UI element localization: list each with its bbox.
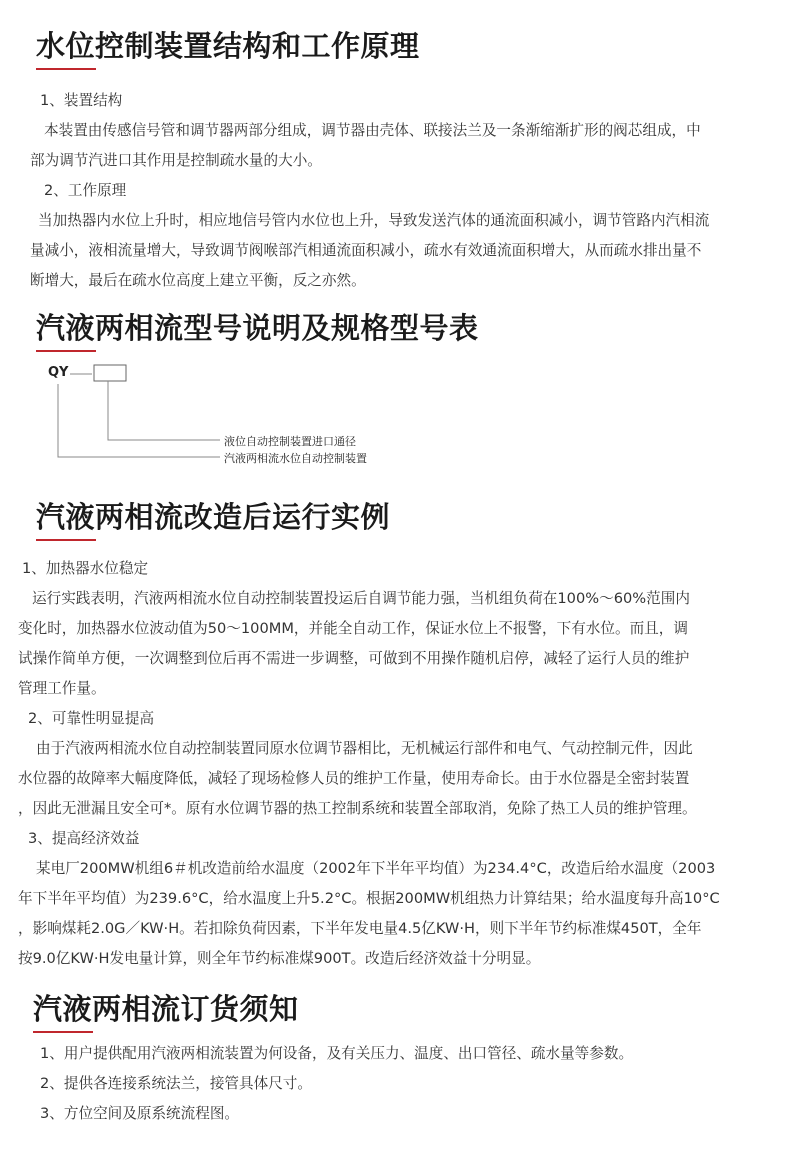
section1-line: 1、装置结构	[40, 92, 123, 109]
size-placeholder-box	[94, 365, 126, 381]
section1-line: 2、工作原理	[44, 182, 127, 199]
section4-underline	[33, 1031, 93, 1033]
section3-line: 1、加热器水位稳定	[22, 560, 149, 577]
legend-size: 液位自动控制装置进口通径	[224, 435, 356, 448]
section3-line: 试操作简单方便，一次调整到位后再不需进一步调整，可做到不用操作随机启停，减轻了运行人员的维护	[18, 650, 690, 667]
model-code-diagram	[30, 360, 430, 474]
model-prefix: QY	[48, 365, 69, 380]
section3-line: ，因此无泄漏且安全可*。原有水位调节器的热工控制系统和装置全部取消，免除了热工人员的维护管理。	[18, 800, 697, 817]
section3-line: 2、可靠性明显提高	[28, 710, 155, 727]
section3-line: 某电厂200MW机组6＃机改造前给水温度（2002年下半年平均值）为234.4°C，改造后给水温度（2003	[36, 860, 716, 877]
section3-line: 按9.0亿KW·H发电量计算，则全年节约标准煤900T。改造后经济效益十分明显。	[18, 950, 541, 967]
section1-line: 本装置由传感信号管和调节器两部分组成，调节器由壳体、联接法兰及一条渐缩渐扩形的阀芯组成，中	[44, 122, 701, 139]
section2-underline	[36, 350, 96, 352]
legend-model: 汽液两相流水位自动控制装置	[224, 452, 367, 465]
section3-line: 由于汽液两相流水位自动控制装置同原水位调节器相比，无机械运行部件和电气、气动控制元件，因此	[36, 740, 693, 757]
section1-line: 部为调节汽进口其作用是控制疏水量的大小。	[30, 152, 322, 169]
section3-line: 变化时，加热器水位波动值为50～100MM，并能全自动工作，保证水位上不报警，下有水位。而且，调	[18, 620, 688, 637]
section3-line: ，影响煤耗2.0G／KW·H。若扣除负荷因素，下半年发电量4.5亿KW·H，则下半年节约标准煤450T，全年	[18, 920, 702, 937]
section4-line: 3、方位空间及原系统流程图。	[40, 1105, 240, 1122]
section3-line: 运行实践表明，汽液两相流水位自动控制装置投运后自调节能力强，当机组负荷在100%～60%范围内	[32, 590, 690, 607]
section4-line: 1、用户提供配用汽液两相流装置为何设备，及有关压力、温度、出口管径、疏水量等参数。	[40, 1045, 634, 1062]
section3-title: 汽液两相流改造后运行实例	[36, 500, 391, 534]
section4-title: 汽液两相流订货须知	[33, 992, 299, 1026]
leader-line-size	[108, 381, 220, 440]
section3-line: 水位器的故障率大幅度降低，减轻了现场检修人员的维护工作量，使用寿命长。由于水位器是全密封装置	[18, 770, 690, 787]
section3-line: 管理工作量。	[18, 680, 106, 697]
section3-line: 3、提高经济效益	[28, 830, 140, 847]
section1-underline	[36, 68, 96, 70]
section1-line: 量减小，液相流量增大，导致调节阀喉部汽相通流面积减小，疏水有效通流面积增大，从而疏水排出量不	[30, 242, 702, 259]
section3-line: 年下半年平均值）为239.6°C，给水温度上升5.2°C。根据200MW机组热力计算结果；给水温度每升高10°C	[18, 890, 720, 907]
section1-line: 当加热器内水位上升时，相应地信号管内水位也上升，导致发送汽体的通流面积减小，调节管路内汽相流	[38, 212, 710, 229]
section1-title: 水位控制装置结构和工作原理	[36, 29, 420, 63]
section2-title: 汽液两相流型号说明及规格型号表	[36, 311, 479, 345]
section3-underline	[36, 539, 96, 541]
leader-line-model	[58, 384, 220, 457]
section4-line: 2、提供各连接系统法兰，接管具体尺寸。	[40, 1075, 312, 1092]
section1-line: 断增大，最后在疏水位高度上建立平衡，反之亦然。	[30, 272, 366, 289]
